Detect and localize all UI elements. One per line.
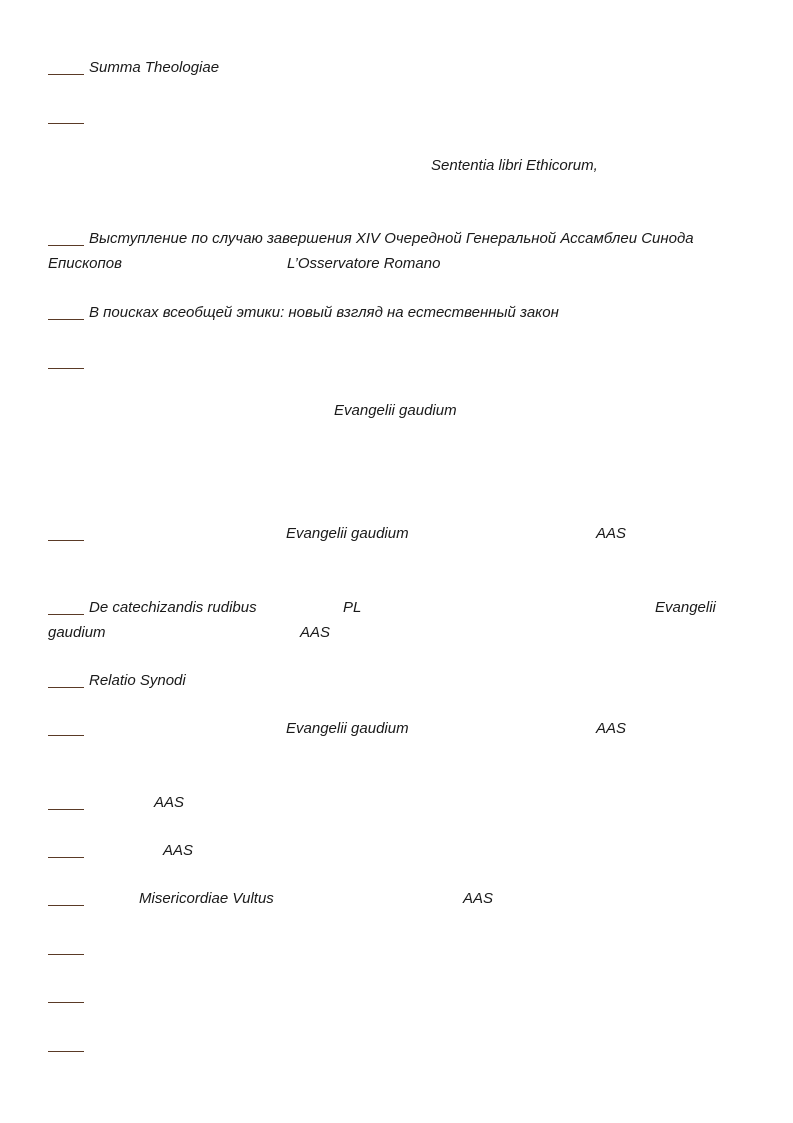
footnote-blank [48,368,84,369]
footnote-blank [48,319,84,320]
footnote-blank [48,123,84,124]
footnote-blank [48,905,84,906]
footnote-blank [48,857,84,858]
citation-title: De catechizandis rudibus [89,599,257,616]
citation-title: Misericordiae Vultus [139,890,274,907]
citation-source: AAS [300,624,331,641]
citation-title: Епископов [48,255,122,272]
footnote-blank [48,614,84,615]
citation-title: Выступление по случаю завершения XIV Очередной Генеральной Ассамблеи Синода [89,230,694,247]
footnote-blank [48,74,84,75]
citation-source: AAS [596,525,627,542]
footnote-blank [48,809,84,810]
citation-source: PL [343,599,362,616]
citation-title: Relatio Synodi [89,672,186,689]
citation-source: AAS [463,890,494,907]
citation-source: AAS [163,842,194,859]
footnote-blank [48,1051,84,1052]
footnote-blank [48,1002,84,1003]
footnote-blank [48,954,84,955]
footnote-blank [48,245,84,246]
citation-title: Summa Theologiae [89,59,220,76]
citation-title: Evangelii gaudium [286,525,409,542]
footnote-blank [48,540,84,541]
citation-title: Evangelii gaudium [286,720,409,737]
citation-source: L’Osservatore Romano [287,255,441,272]
citation-source: AAS [154,794,185,811]
citation-title: Sententia libri Ethicorum, [431,157,598,174]
citation-title: Evangelii [655,599,716,616]
citation-source: AAS [596,720,627,737]
citation-title: Evangelii gaudium [334,402,457,419]
footnote-blank [48,687,84,688]
citation-title: gaudium [48,624,106,641]
footnote-blank [48,735,84,736]
citation-title: В поисках всеобщей этики: новый взгляд на естественный закон [89,304,559,321]
